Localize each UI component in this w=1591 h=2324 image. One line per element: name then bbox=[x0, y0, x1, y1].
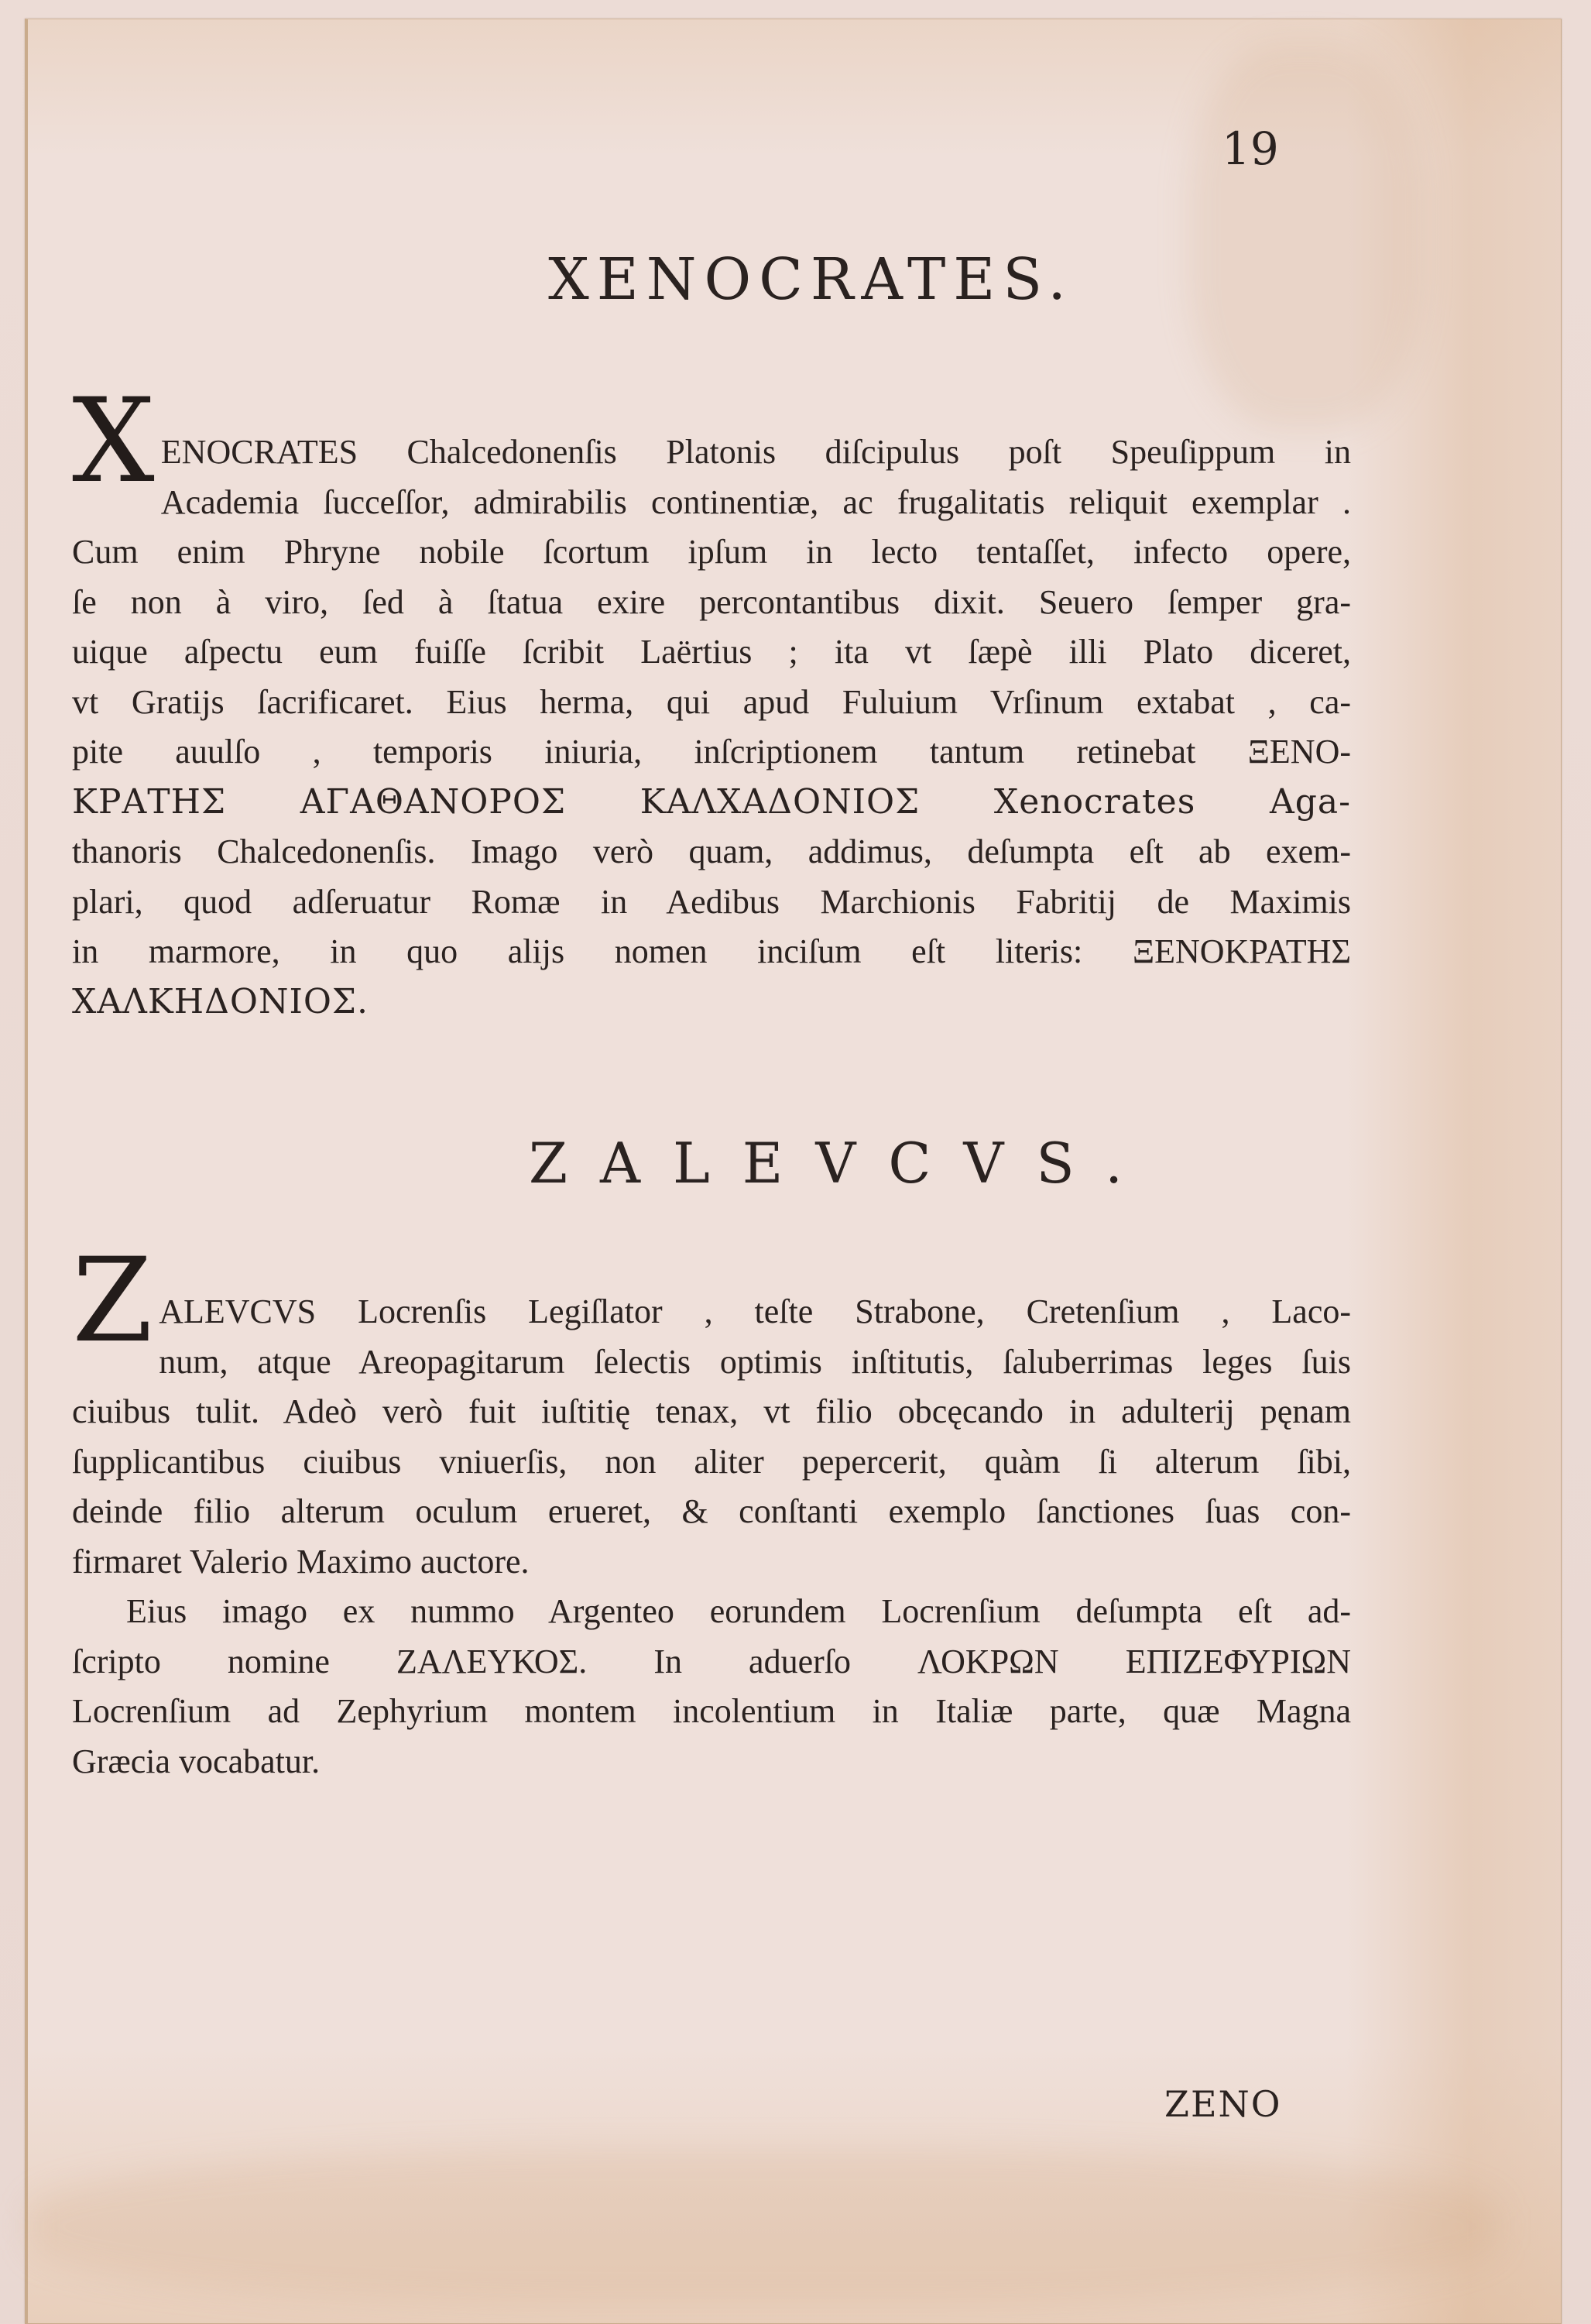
text-line: ALEVCVS Locrenſis Legiſlator , teſte Strabone, Cretenſium , Laco- bbox=[159, 1292, 1351, 1330]
text-line: Eius imago ex nummo Argenteo eorundem Locrenſium deſumpta eſt ad- bbox=[126, 1592, 1351, 1630]
text-line: deinde filio alterum oculum erueret, & conſtanti exemplo ſanctiones ſuas con- bbox=[72, 1492, 1351, 1530]
text-line: Academia ſucceſſor, admirabilis continentiæ, ac frugalitatis reliquit exemplar . bbox=[160, 482, 1351, 521]
page-number: 19 bbox=[1222, 122, 1279, 175]
text-line: ciuibus tulit. Adeò verò fuit iuſtitię tenax, vt filio obcęcando in adulterij pęnam bbox=[72, 1392, 1351, 1430]
catchword: ZENO bbox=[1164, 2083, 1282, 2125]
text-line: firmaret Valerio Maximo auctore. bbox=[72, 1542, 530, 1581]
drop-cap: Z bbox=[72, 1234, 153, 1368]
text-line: plari, quod adſeruatur Romæ in Aedibus Marchionis Fabritij de Maximis bbox=[72, 882, 1351, 921]
text-line: ΧΑΛΚΗΔΟΝΙΟΣ. bbox=[72, 981, 369, 1021]
section-title-xenocrates: XENOCRATES. bbox=[548, 246, 1074, 313]
text-line: ENOCRATES Chalcedonenſis Platonis diſcipulus poſt Speuſippum in bbox=[160, 433, 1351, 471]
paper-stain bbox=[1189, 43, 1421, 430]
text-line: ΚΡΑΤΗΣ ΑΓΑΘΑΝΟΡΟΣ ΚΑΛΧΑΔΟΝΙΟΣ Xenocrates Aga- bbox=[72, 781, 1351, 822]
text-line: ſcripto nomine ΖΑΛΕΥΚΟΣ. In aduerſo ΛΟΚΡΩΝ ΕΠΙΖΕΦΥΡΙΩΝ bbox=[72, 1642, 1351, 1680]
drop-cap: X bbox=[72, 374, 155, 509]
text-line: ſupplicantibus ciuibus vniuerſis, non aliter pepercerit, quàm ſi alterum ſibi, bbox=[72, 1442, 1351, 1481]
text-line: ſe non à viro, ſed à ſtatua exire percontantibus dixit. Seuero ſemper gra- bbox=[72, 582, 1351, 621]
text-line: uique aſpectu eum fuiſſe ſcribit Laërtius ; ita vt ſæpè illi Plato diceret, bbox=[72, 633, 1351, 671]
section-body-xenocrates bbox=[72, 374, 1351, 1027]
text-line: Locrenſium ad Zephyrium montem incolentium in Italiæ parte, quæ Magna bbox=[72, 1692, 1351, 1730]
text-line: Cum enim Phryne nobile ſcortum ipſum in lecto tentaſſet, infecto opere, bbox=[72, 533, 1351, 571]
text-line: num, atque Areopagitarum ſelectis optimis inſtitutis, ſaluberrimas leges ſuis bbox=[159, 1342, 1351, 1381]
text-line: Græcia vocabatur. bbox=[72, 1742, 321, 1780]
section-body-zalevcus bbox=[72, 1234, 1351, 1787]
text-line: in marmore, in quo alijs nomen inciſum eſt literis: ΞΕΝΟΚΡΑΤΗΣ bbox=[72, 932, 1351, 970]
text-line: pite auulſo , temporis iniuria, inſcriptionem tantum retinebat ΞENO- bbox=[72, 733, 1351, 771]
section-title-zalevcus: ZALEVCVS. bbox=[528, 1131, 1156, 1196]
paper-stain bbox=[28, 2149, 1499, 2304]
text-line: vt Gratijs ſacrificaret. Eius herma, qui apud Fuluium Vrſinum extabat , ca- bbox=[72, 682, 1351, 721]
text-line: thanoris Chalcedonenſis. Imago verò quam, addimus, deſumpta eſt ab exem- bbox=[72, 832, 1351, 870]
